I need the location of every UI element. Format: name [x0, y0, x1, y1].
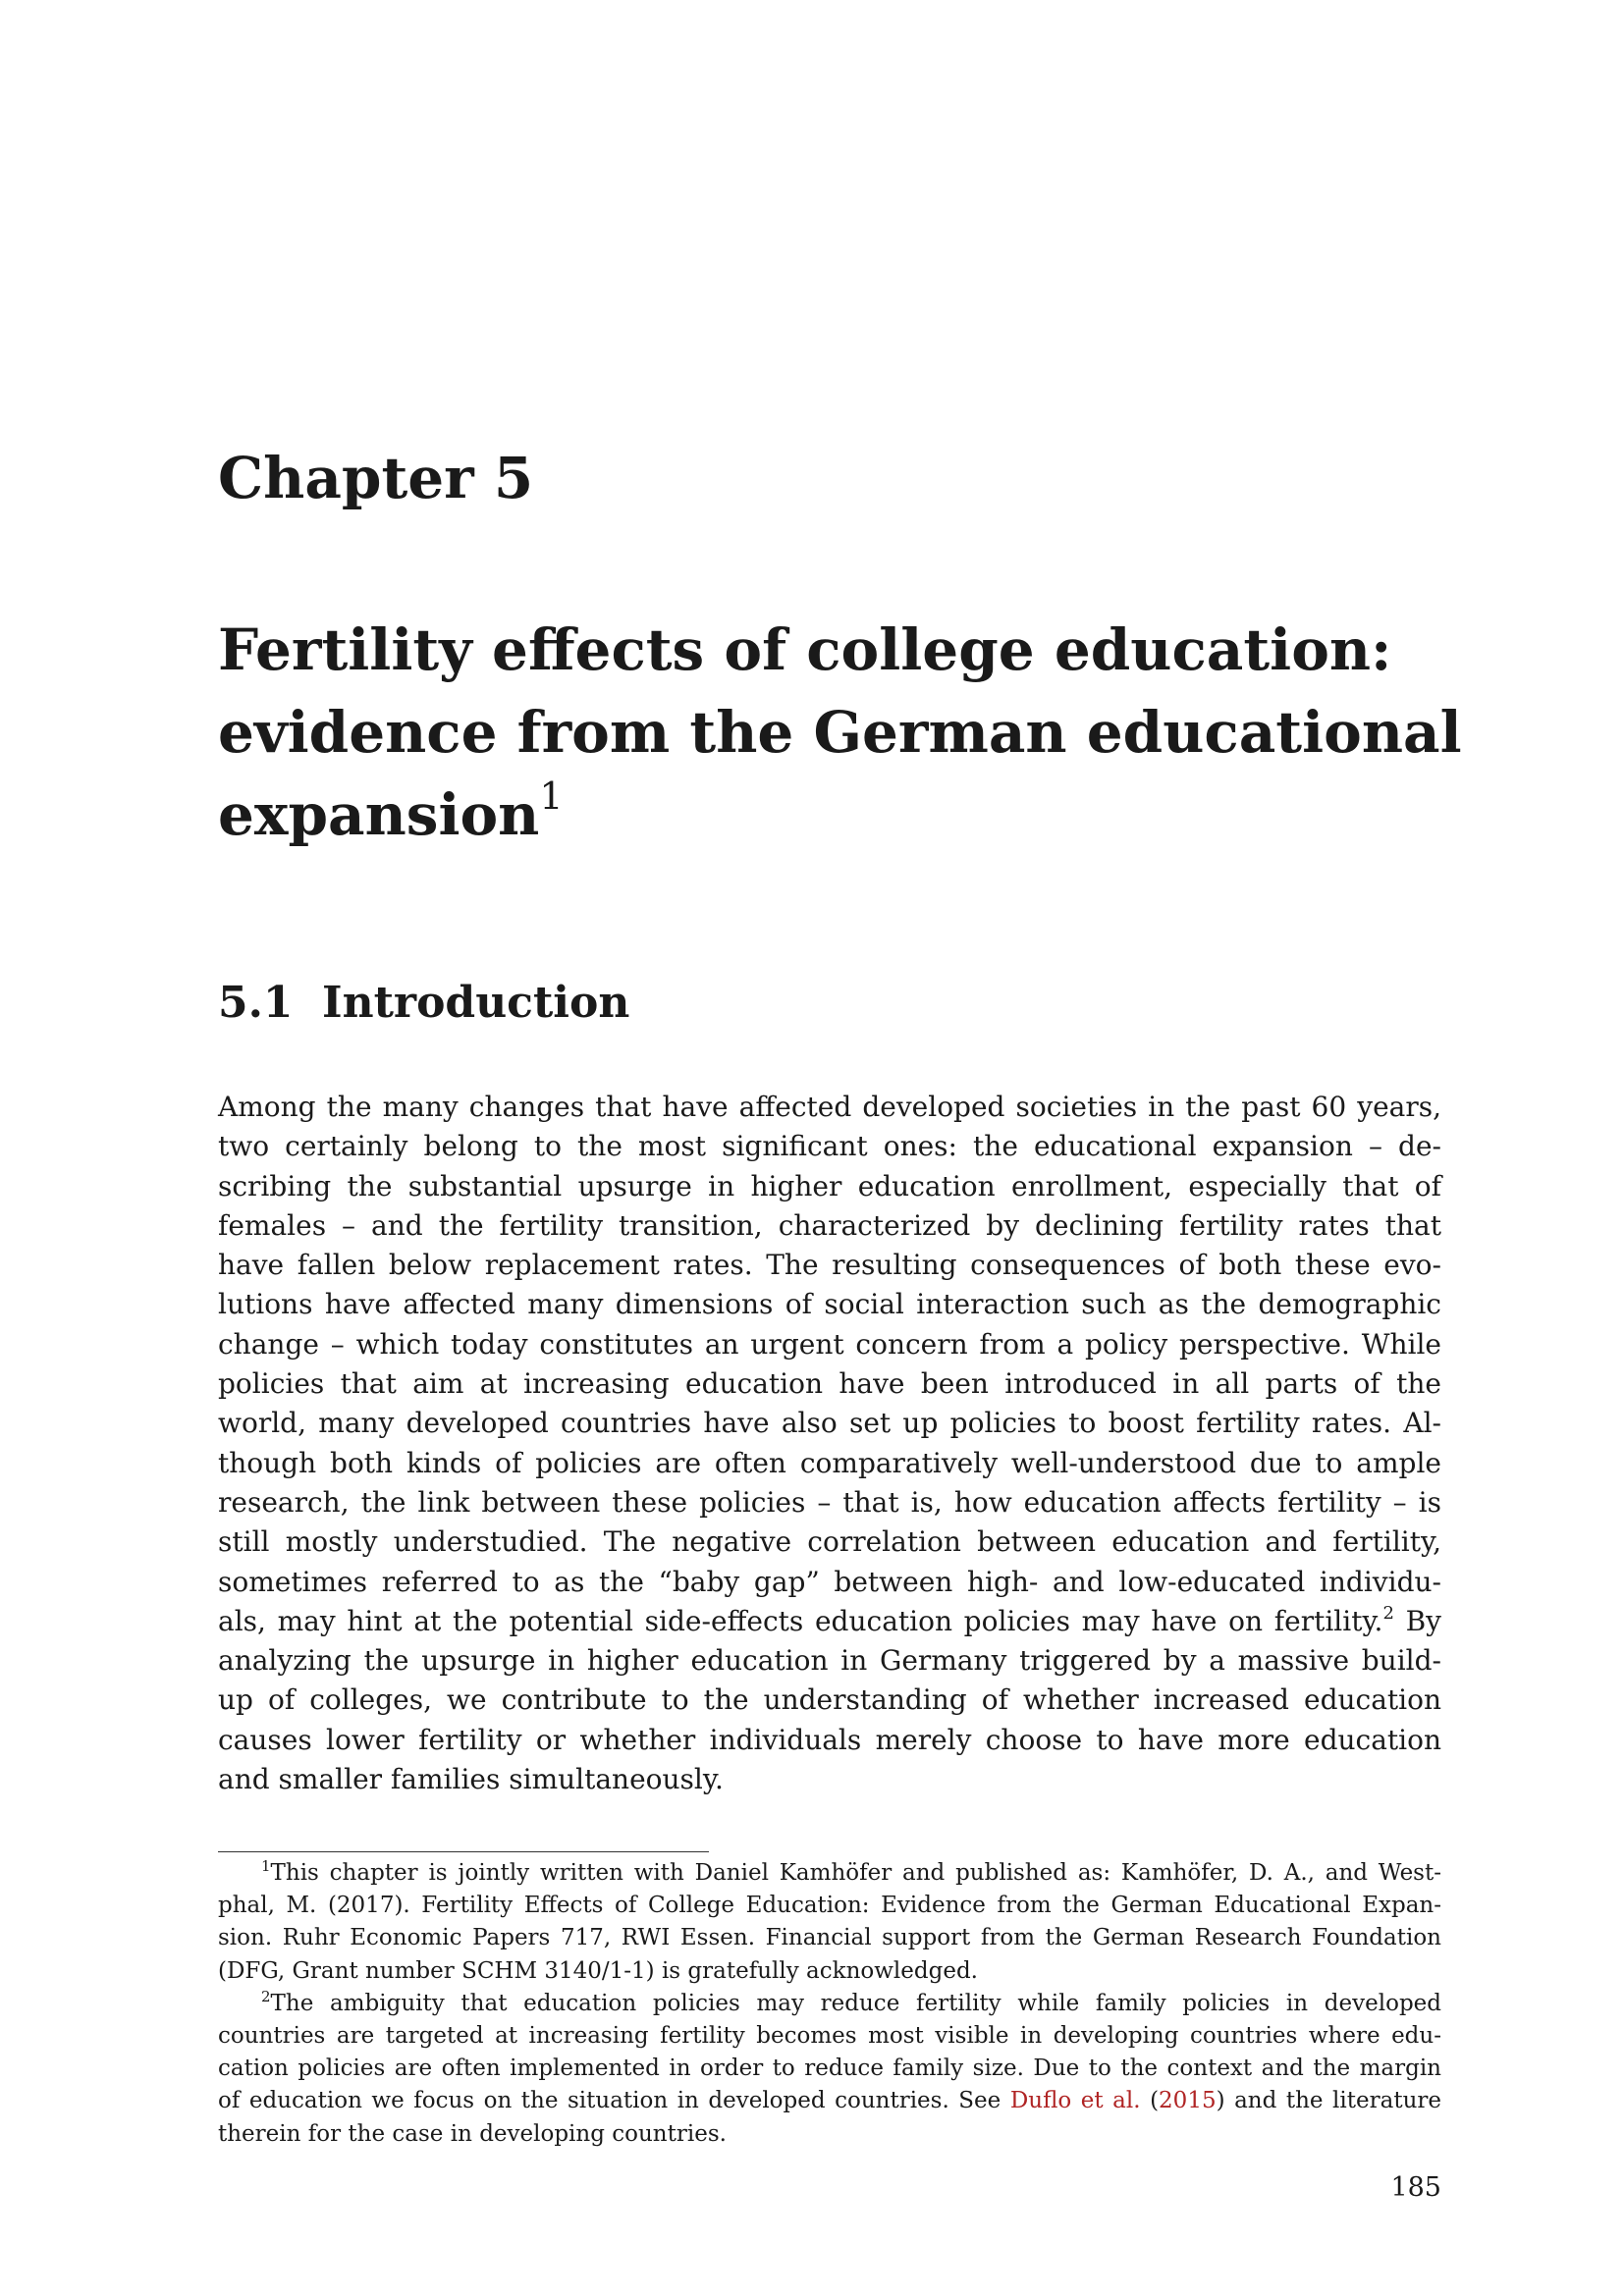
citation-paren: (	[1140, 2088, 1160, 2114]
footnote-2	[218, 1988, 1441, 2020]
body-paragraph	[218, 1088, 1441, 1799]
body-line: and smaller families simultaneously.	[218, 1763, 724, 1796]
body-line: analyzing the upsurge in higher education in Germany triggered by a massive build-	[218, 1644, 1441, 1678]
body-line: world, many developed countries have also set up policies to boost fertility rates. Al-	[218, 1407, 1441, 1440]
section-number: 5.1	[218, 978, 294, 1028]
footnote-line: This chapter is jointly written with Daniel Kamhöfer and published as: Kamhöfer, D. A., and West-	[270, 1860, 1441, 1886]
citation-year-link[interactable]: 2015	[1159, 2088, 1217, 2114]
body-line: up of colleges, we contribute to the understanding of whether increased education	[218, 1683, 1441, 1717]
footnote-line: phal, M. (2017). Fertility Effects of College Education: Evidence from the German Educational Expan-	[218, 1893, 1441, 1919]
chapter-title-line	[218, 774, 1441, 856]
body-line: change – which today constitutes an urgent concern from a policy perspective. While	[218, 1327, 1441, 1361]
body-line: still mostly understudied. The negative correlation between education and fertility,	[218, 1525, 1441, 1559]
footnote-line: therein for the case in developing countries.	[218, 2120, 727, 2147]
footnote-line: countries are targeted at increasing fertility becomes most visible in developing countries where edu-	[218, 2022, 1441, 2049]
footnote-line: The ambiguity that education policies may reduce fertility while family policies in developed	[270, 1990, 1441, 2016]
section-title: Introduction	[322, 978, 630, 1028]
body-line: females – and the fertility transition, characterized by declining fertility rates that	[218, 1208, 1441, 1242]
body-line: sometimes referred to as the “baby gap” between high- and low-educated individu-	[218, 1565, 1441, 1598]
footnote-line-text: of education we focus on the situation in developed countries. See	[218, 2088, 1010, 2114]
body-line-text: By	[1393, 1604, 1441, 1637]
body-line: though both kinds of policies are often comparatively well-understood due to ample	[218, 1446, 1441, 1479]
chapter-label: Chapter 5	[218, 445, 534, 511]
body-line: have fallen below replacement rates. The resulting consequences of both these evo-	[218, 1249, 1441, 1282]
body-line: Among the many changes that have affected developed societies in the past 60 years,	[218, 1091, 1441, 1123]
footnote-1	[218, 1857, 1441, 1890]
chapter-title-line: evidence from the German educational	[218, 699, 1462, 766]
body-line: scribing the substantial upsurge in higher education enrollment, especially that of	[218, 1169, 1441, 1202]
footnote-mark: 2	[261, 1987, 271, 2005]
chapter-title-line: Fertility effects of college education:	[218, 616, 1392, 683]
footnote-mark: 1	[261, 1857, 271, 1875]
chapter-title-line-text: expansion	[218, 781, 540, 848]
body-line: research, the link between these policies – that is, how education affects fertility – is	[218, 1485, 1441, 1519]
footnote-ref-2[interactable]: 2	[1382, 1602, 1394, 1624]
footnote-divider	[218, 1851, 709, 1852]
body-line: causes lower fertility or whether individuals merely choose to have more education	[218, 1723, 1441, 1756]
footnotes	[218, 1857, 1441, 2151]
footnote-line-text: ) and the literature	[1216, 2088, 1441, 2114]
body-line: policies that aim at increasing education have been introduced in all parts of the	[218, 1367, 1441, 1401]
body-line	[218, 1602, 1441, 1641]
body-line: lutions have affected many dimensions of social interaction such as the demographic	[218, 1288, 1441, 1321]
footnote-line: cation policies are often implemented in order to reduce family size. Due to the context and the margin	[218, 2056, 1441, 2082]
section-heading	[218, 978, 630, 1028]
footnote-line: sion. Ruhr Economic Papers 717, RWI Essen. Financial support from the German Research Foundation	[218, 1925, 1441, 1951]
book-page	[218, 0, 1462, 2296]
footnote-line: (DFG, Grant number SCHM 3140/1-1) is gratefully acknowledged.	[218, 1957, 978, 1984]
citation-author-link[interactable]: Duflo et al.	[1009, 2088, 1141, 2114]
chapter-title	[218, 609, 1462, 856]
footnote-ref-1[interactable]: 1	[539, 774, 564, 818]
footnote-line	[218, 2085, 1441, 2117]
body-line-text: als, may hint at the potential side-effects education policies may have on fertility.	[218, 1604, 1383, 1637]
body-line: two certainly belong to the most significant ones: the educational expansion – de-	[218, 1130, 1441, 1163]
page-number: 185	[1390, 2172, 1441, 2203]
